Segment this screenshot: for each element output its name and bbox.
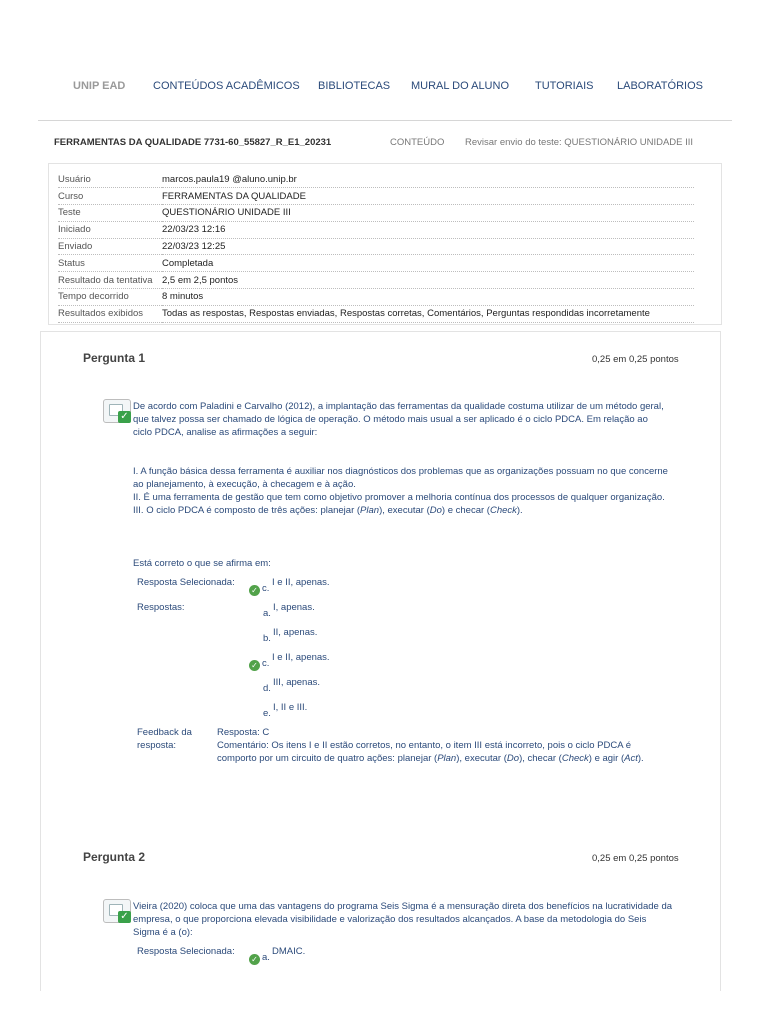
feedback-term: Check [561,753,589,764]
feedback-term: Do [506,753,520,764]
question-score: 0,25 em 0,25 pontos [592,853,679,864]
question-title: Pergunta 2 [83,850,146,864]
attempt-info-table [58,171,694,323]
statement-3-term: Do [429,505,442,516]
question-2-panel [40,821,721,991]
info-label: Usuário [58,171,162,188]
selected-answer [262,577,382,597]
answer-letter: c. [262,658,270,669]
info-value: FERRAMENTAS DA QUALIDADE [162,188,694,205]
feedback-content [217,726,669,765]
info-row [58,272,694,289]
info-row [58,188,694,205]
info-label: Enviado [58,238,162,255]
nav-conteudos-academicos[interactable]: CONTEÚDOS ACADÊMICOS [153,80,300,92]
answer-text: I e II, apenas. [272,577,330,588]
answer-option-correct [262,652,382,672]
info-value: marcos.paula19 @aluno.unip.br [162,171,694,188]
statement-1: I. A função básica dessa ferramenta é auxiliar nos diagnósticos dos problemas que as organizações possuam no que concerne ao planejamento, à execução, à checagem e à ação. [133,466,668,490]
statement-2: II. É uma ferramenta de gestão que tem como objetivo promover a melhoria contínua dos processos de qualquer organização. [133,492,665,503]
info-value: Todas as respostas, Respostas enviadas, Respostas corretas, Comentários, Perguntas respondidas incorretamente [162,305,694,322]
answer-option [263,677,383,697]
info-label: Tempo decorrido [58,289,162,306]
info-value: 2,5 em 2,5 pontos [162,272,694,289]
statement-3 [133,504,673,517]
nav-bibliotecas[interactable]: BIBLIOTECAS [318,80,391,92]
feedback-term: Act [624,753,638,764]
feedback-text: ), checar ( [519,753,562,764]
answer-letter: b. [263,633,271,644]
nav-mural-do-aluno[interactable]: MURAL DO ALUNO [411,80,510,92]
statement-3-term: Plan [360,505,380,516]
info-label: Iniciado [58,221,162,238]
check-icon: ✓ [249,660,260,671]
answer-letter: a. [263,608,271,619]
answer-text: DMAIC. [272,946,306,957]
answer-option [263,627,383,647]
feedback-text: Comentário: Os itens I e II estão corretos, no entanto, o item III está incorreto, pois o ciclo PDCA é comporto por um circuito de quatro ações: planejar ( [217,740,631,764]
answers-label: Respostas: [137,602,185,613]
question-ask: Está correto o que se afirma em: [133,558,271,569]
answer-text: II, apenas. [273,627,318,638]
answer-option [263,702,383,722]
feedback-label [137,726,207,752]
answer-letter: a. [262,952,270,963]
info-row [58,171,694,188]
breadcrumb-content[interactable]: CONTEÚDO [390,137,445,148]
nav-tutoriais[interactable]: TUTORIAIS [535,80,594,92]
check-icon: ✓ [118,911,131,923]
question-score: 0,25 em 0,25 pontos [592,354,679,365]
selected-answer-label: Resposta Selecionada: [137,946,235,957]
check-icon: ✓ [249,954,260,965]
feedback-label-line: Feedback da [137,727,192,738]
info-value: 22/03/23 12:25 [162,238,694,255]
feedback-comment [217,739,669,765]
info-row [58,205,694,222]
info-label: Resultado da tentativa [58,272,162,289]
question-title: Pergunta 1 [83,351,146,365]
info-row [58,221,694,238]
statement-3-text: ). [516,505,523,516]
feedback-text: ), executar ( [456,753,507,764]
feedback-term: Plan [437,753,457,764]
answer-letter: d. [263,683,271,694]
answer-option [263,602,383,622]
info-value: QUESTIONÁRIO UNIDADE III [162,205,694,222]
info-value: 22/03/23 12:16 [162,221,694,238]
selected-answer [262,946,382,966]
info-label: Resultados exibidos [58,305,162,322]
question-status-icon [103,399,131,423]
info-label: Curso [58,188,162,205]
answer-text: III, apenas. [273,677,321,688]
selected-answer-label: Resposta Selecionada: [137,577,235,588]
info-row [58,255,694,272]
breadcrumb-review: Revisar envio do teste: QUESTIONÁRIO UNIDADE III [465,137,694,148]
question-intro: Vieira (2020) coloca que uma das vantagens do programa Seis Sigma é a mensuração direta dos benefícios na lucratividade da empresa, o que proporciona elevada visibilidade e valorização dos resultados alcançados. A base da metodologia do Seis Sigma é a (o): [133,901,673,938]
feedback-text: ). [637,753,644,764]
check-icon: ✓ [118,411,131,423]
info-row [58,238,694,255]
statement-3-text: ), executar ( [379,505,430,516]
info-value: 8 minutos [162,289,694,306]
info-row [58,289,694,306]
statement-3-text: III. O ciclo PDCA é composto de três ações: planejar ( [133,505,361,516]
question-1-panel [40,331,721,821]
top-navigation [0,80,768,98]
question-statements [133,465,673,517]
info-value: Completada [162,255,694,272]
header-divider [38,120,732,121]
check-icon: ✓ [249,585,260,596]
statement-3-text: ) e checar ( [441,505,490,516]
feedback-answer: Resposta: C [217,727,270,738]
nav-laboratorios[interactable]: LABORATÓRIOS [617,80,703,92]
breadcrumb-course[interactable]: FERRAMENTAS DA QUALIDADE 7731-60_55827_R_E1_20231 [54,137,332,148]
attempt-info-panel [48,163,722,325]
answer-letter: e. [263,708,271,719]
statement-3-term: Check [489,505,517,516]
question-status-icon [103,899,131,923]
feedback-text: ) e agir ( [588,753,625,764]
info-row [58,305,694,322]
info-label: Status [58,255,162,272]
answer-text: I, apenas. [273,602,315,613]
feedback-label-line: resposta: [137,740,177,751]
answer-letter: c. [262,583,270,594]
question-intro: De acordo com Paladini e Carvalho (2012), a implantação das ferramentas da qualidade costuma utilizar de um método geral, que talvez possa ser chamado de lógica de operação. O método mais usual a ser aplicado é o ciclo PDCA. Em relação ao ciclo PDCA, analise as afirmações a seguir: [133,401,664,438]
breadcrumb [54,137,714,153]
info-label: Teste [58,205,162,222]
answer-text: I, II e III. [273,702,308,713]
answer-text: I e II, apenas. [272,652,330,663]
nav-unip-ead[interactable]: UNIP EAD [73,80,126,92]
